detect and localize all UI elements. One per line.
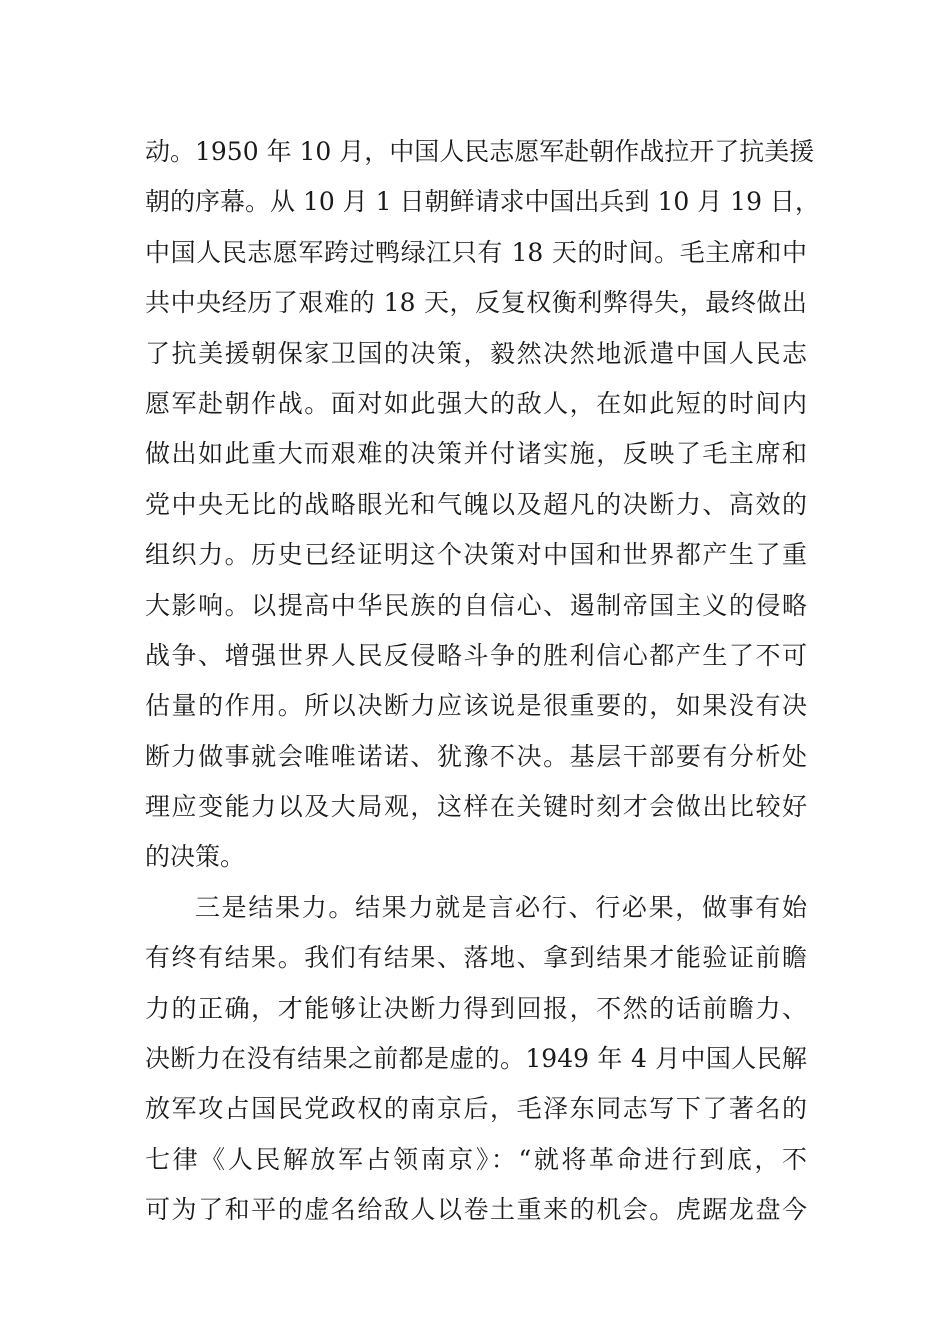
text-line: 朝的序幕。从 10 月 1 日朝鲜请求中国出兵到 10 月 19 日， xyxy=(145,187,820,217)
text-line: 动。1950 年 10 月，中国人民志愿军赴朝作战拉开了抗美援 xyxy=(145,137,815,166)
text-line: 共中央经历了艰难的 18 天，反复权衡利弊得失，最终做出 xyxy=(145,288,807,318)
text-line: 三是结果力。结果力就是言必行、行必果，做事有始 xyxy=(195,892,807,922)
text-line: 有终有结果。我们有结果、落地、拿到结果才能验证前瞻 xyxy=(145,943,807,973)
text-line: 了抗美援朝保家卫国的决策，毅然决然地派遣中国人民志 xyxy=(145,338,807,368)
text-line: 理应变能力以及大局观，这样在关键时刻才会做出比较好 xyxy=(145,792,807,822)
text-line: 愿军赴朝作战。面对如此强大的敌人，在如此短的时间内 xyxy=(145,388,807,418)
paragraph xyxy=(145,883,807,1236)
text-line: 可为了和平的虚名给敌人以卷土重来的机会。虎踞龙盘今 xyxy=(145,1195,807,1225)
text-line: 力的正确，才能够让决断力得到回报，不然的话前瞻力、 xyxy=(145,993,807,1023)
text-line: 党中央无比的战略眼光和气魄以及超凡的决断力、高效的 xyxy=(145,489,807,519)
text-line: 中国人民志愿军跨过鸭绿江只有 18 天的时间。毛主席和中 xyxy=(145,237,807,267)
text-line: 断力做事就会唯唯诺诺、犹豫不决。基层干部要有分析处 xyxy=(145,741,807,771)
text-line: 决断力在没有结果之前都是虚的。1949 年 4 月中国人民解 xyxy=(145,1044,807,1074)
body-text xyxy=(145,127,820,1236)
text-line: 放军攻占国民党政权的南京后，毛泽东同志写下了著名的 xyxy=(145,1094,807,1124)
text-line: 的决策。 xyxy=(145,842,246,872)
text-line: 大影响。以提高中华民族的自信心、遏制帝国主义的侵略 xyxy=(145,590,807,620)
text-line: 战争、增强世界人民反侵略斗争的胜利信心都产生了不可 xyxy=(145,640,807,670)
text-line: 做出如此重大而艰难的决策并付诸实施，反映了毛主席和 xyxy=(145,439,807,469)
text-line: 七律《人民解放军占领南京》：“就将革命进行到底，不 xyxy=(145,1144,807,1174)
text-line: 组织力。历史已经证明这个决策对中国和世界都产生了重 xyxy=(145,540,807,570)
text-line: 估量的作用。所以决断力应该说是很重要的，如果没有决 xyxy=(145,691,807,721)
paragraph xyxy=(145,127,820,883)
